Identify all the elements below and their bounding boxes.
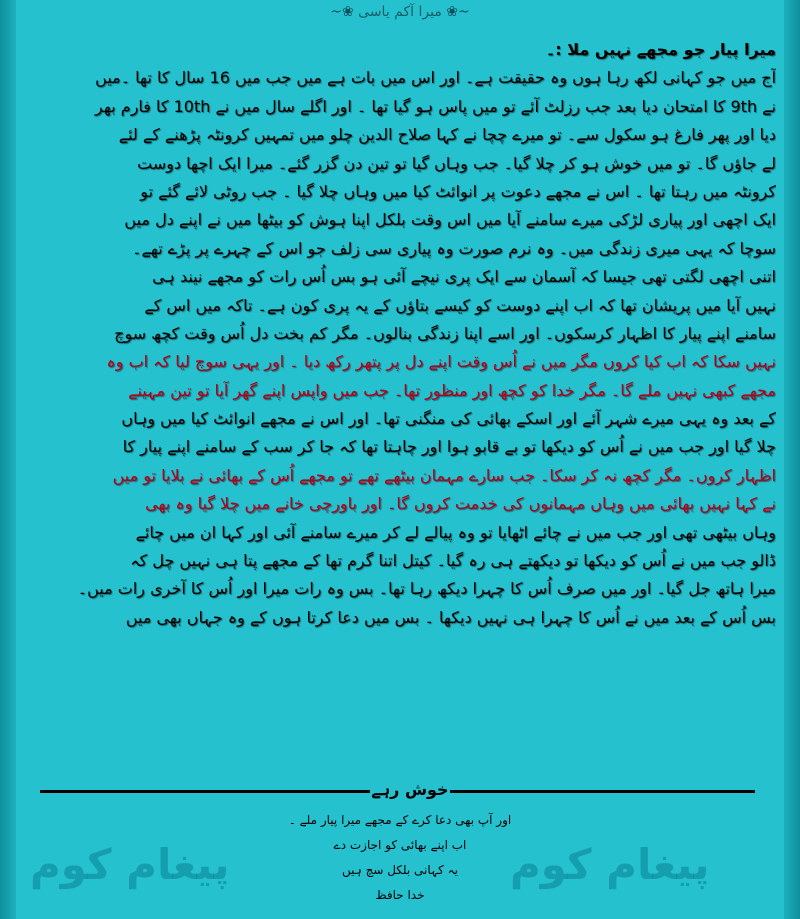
divider-text: خوش رہے: [371, 780, 449, 799]
story-body: [26, 36, 776, 632]
divider-rule-right: [450, 790, 755, 793]
story-line: دیا اور پھر فارغ ہو سکول سے۔ تو میرے چچا نے کہا صلاح الدین چلو میں تمہیں کرونٹہ پڑھنے کے لئے: [118, 125, 776, 145]
page-title: [320, 4, 480, 32]
story-line: کرونٹہ میں رہتا تھا ۔ اس نے مجھے دعوت پر انوائٹ کیا میں وہاں چلا گیا ۔ جب روٹی لائے گئے تو: [140, 181, 776, 201]
story-line: نے 9th کا امتحان دیا بعد جب رزلٹ آئے تو میں پاس ہو گیا تھا ۔ اور اگلے سال میں نے 10th کا فارم بھر: [95, 96, 776, 116]
story-heading: میرا پیار جو مجھے نہیں ملا :۔: [545, 40, 776, 59]
page-title-text: میرا آکم یاسی: [358, 4, 442, 20]
story-line: ایک اچھی اور پیاری لڑکی میرے سامنے آیا میں اس وقت بلکل اپنا ہوش کو بیٹھا میں نے اپنے دل میں: [124, 210, 776, 230]
left-border: [0, 0, 16, 919]
story-line: کے بعد وہ یہی میرے شہر آئے اور اسکے بھائی کی منگنی تھا۔ اور اس نے مجھے انوائٹ کیا میں وہاں: [121, 409, 776, 429]
ornament-left-icon: ~❀: [446, 4, 470, 20]
section-divider: [40, 780, 755, 800]
closing-note: [180, 808, 620, 908]
story-line: سوچا کہ یہی میری زندگی میں۔ وہ نرم صورت وہ پیاری سی زلف جو اس کے چہرے پر پڑے تھے۔: [132, 238, 776, 258]
story-line: اتنی اچھی لگتی تھی جیسا کہ آسمان سے ایک پری نیچے آئی ہو بس اُس رات کو مجھے نیند ہی: [152, 267, 776, 287]
story-line: سامنے اپنے پیار کا اظہار کرسکوں۔ اور اسے اپنا زندگی بنالوں۔ مگر کم بخت دل اُس وقت کچھ سوچ: [114, 323, 776, 343]
right-border: [784, 0, 800, 919]
watermark-left: پیغام کوم: [30, 840, 230, 889]
story-line: آج میں جو کہانی لکھ رہا ہوں وہ حقیقت ہے۔ اور اس میں بات ہے میں جب میں 16 سال کا تھا ۔میں: [95, 68, 776, 88]
story-line: میرا ہاتھ جل گیا۔ اور میں صرف اُس کا چہرا دیکھ رہا تھا۔ بس وہ رات میرا اور اُس کا آخری رات میں۔: [77, 579, 776, 599]
closing-line: اب اپنے بھائی کو اجازت دے: [333, 838, 467, 852]
story-line: لے جاؤں گا۔ تو میں خوش ہو کر چلا گیا۔ جب وہاں گیا تو تین دن گزر گئے۔ میرا ایک اچھا دوست: [137, 153, 776, 173]
story-line: بس اُس کے بعد میں نے اُس کا چہرا ہی نہیں دیکھا ۔ بس میں دعا کرتا ہوں کے وہ جہاں بھی میں: [125, 607, 776, 627]
watermark-right: پیغام کوم: [510, 840, 710, 889]
story-line: وہاں بیٹھی تھی اور جب میں نے چائے اٹھایا تو وہ پیالے لے کر میرے سامنے آئی اور کہا ان میں چائے: [135, 522, 776, 542]
closing-line: اور آپ بھی دعا کرے کے مجھے میرا پیار ملے ۔: [288, 813, 512, 827]
story-line: نہیں آیا میں پریشان تھا کہ اب اپنے دوست کو کیسے بتاؤں کے یہ پری کون ہے۔ تاکہ میں اس کے: [144, 295, 776, 315]
ornament-right-icon: ❀~: [330, 4, 354, 20]
closing-line: خدا حافظ: [375, 888, 425, 902]
story-line: ڈالو جب میں نے اُس کو دیکھا تو دیکھتے ہی رہ گیا۔ کیتل اتنا گرم تھا کے مجھے پتا ہی نہیں چل کہ: [130, 551, 776, 571]
story-line: نے کہا نہیں بھائی میں وہاں مہمانوں کی خدمت کروں گا۔ اور باورچی خانے میں چلا گیا وہ بھی: [145, 494, 776, 514]
closing-line: یہ کہانی بلکل سچ ہیں: [342, 863, 458, 877]
story-line: اظہار کروں۔ مگر کچھ نہ کر سکا۔ جب سارے مہمان بیٹھے تھے تو مجھے اُس کے بھائی نے بلایا تو میں: [112, 465, 776, 485]
divider-rule-left: [40, 790, 370, 793]
story-line: چلا گیا اور جب میں نے اُس کو دیکھا تو بے قابو ہوا اور چاہتا تھا کہ جا کر سب کے سامنے اپنے پیار کا: [122, 437, 776, 457]
story-line: مجھے کبھی نہیں ملے گا۔ مگر خدا کو کچھ اور منظور تھا۔ جب میں واپس اپنے گھر آیا تو تین مہینے: [128, 380, 776, 400]
story-line: نہیں سکا کہ اب کیا کروں مگر میں نے اُس وقت اپنے دل پر پتھر رکھ دیا ۔ اور یہی سوچ لیا کہ اب وہ: [106, 352, 776, 372]
